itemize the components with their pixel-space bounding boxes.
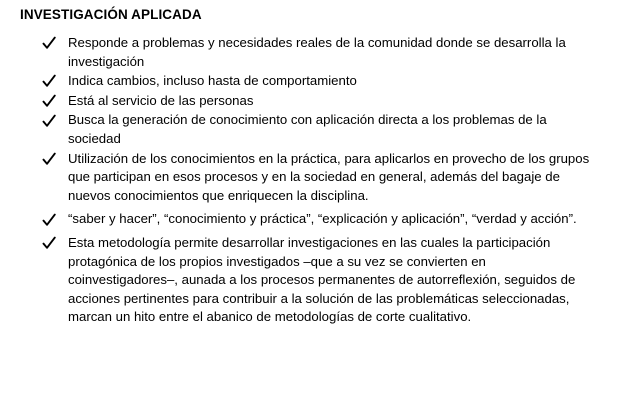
- section-title: INVESTIGACIÓN APLICADA: [20, 7, 202, 22]
- check-mark-icon: [20, 34, 68, 53]
- list-item: [20, 111, 610, 148]
- bullet-list: [20, 34, 610, 327]
- list-item: [20, 72, 610, 91]
- check-mark-icon: [20, 210, 68, 229]
- list-item: [20, 34, 610, 71]
- list-item-text: Responde a problemas y necesidades reales de la comunidad donde se desarrolla la investigación: [68, 35, 566, 69]
- check-mark-icon: [20, 92, 68, 111]
- check-mark-icon: [20, 111, 68, 130]
- list-item-text: Utilización de los conocimientos en la práctica, para aplicarlos en provecho de los grupos que participan en esos procesos y en la sociedad en general, además del bagaje de nuevos conocimientos que enriquecen la disciplina.: [68, 150, 590, 203]
- list-item-text: Está al servicio de las personas: [68, 92, 254, 108]
- list-item: [20, 234, 610, 327]
- list-item-text: “saber y hacer”, “conocimiento y práctica”, “explicación y aplicación”, “verdad y acción”.: [68, 211, 577, 227]
- check-mark-icon: [20, 150, 68, 169]
- list-item-text: Indica cambios, incluso hasta de comportamiento: [68, 73, 357, 89]
- check-mark-icon: [20, 234, 68, 253]
- list-item: [20, 210, 610, 229]
- list-item-text: Busca la generación de conocimiento con aplicación directa a los problemas de la sociedad: [68, 112, 547, 146]
- check-mark-icon: [20, 72, 68, 91]
- list-item-text: Esta metodología permite desarrollar investigaciones en las cuales la participación protagónica de los propios investigados –que a su vez se convierten en coinvestigadores–, aunada a los procesos permanentes de autorreflexión, seguidos de acciones pertinentes para contribuir a la solución de las problemáticas seleccionadas, marcan un hito entre el abanico de metodologías de corte cualitativo.: [68, 234, 576, 325]
- list-item: [20, 150, 610, 206]
- list-item: [20, 92, 610, 111]
